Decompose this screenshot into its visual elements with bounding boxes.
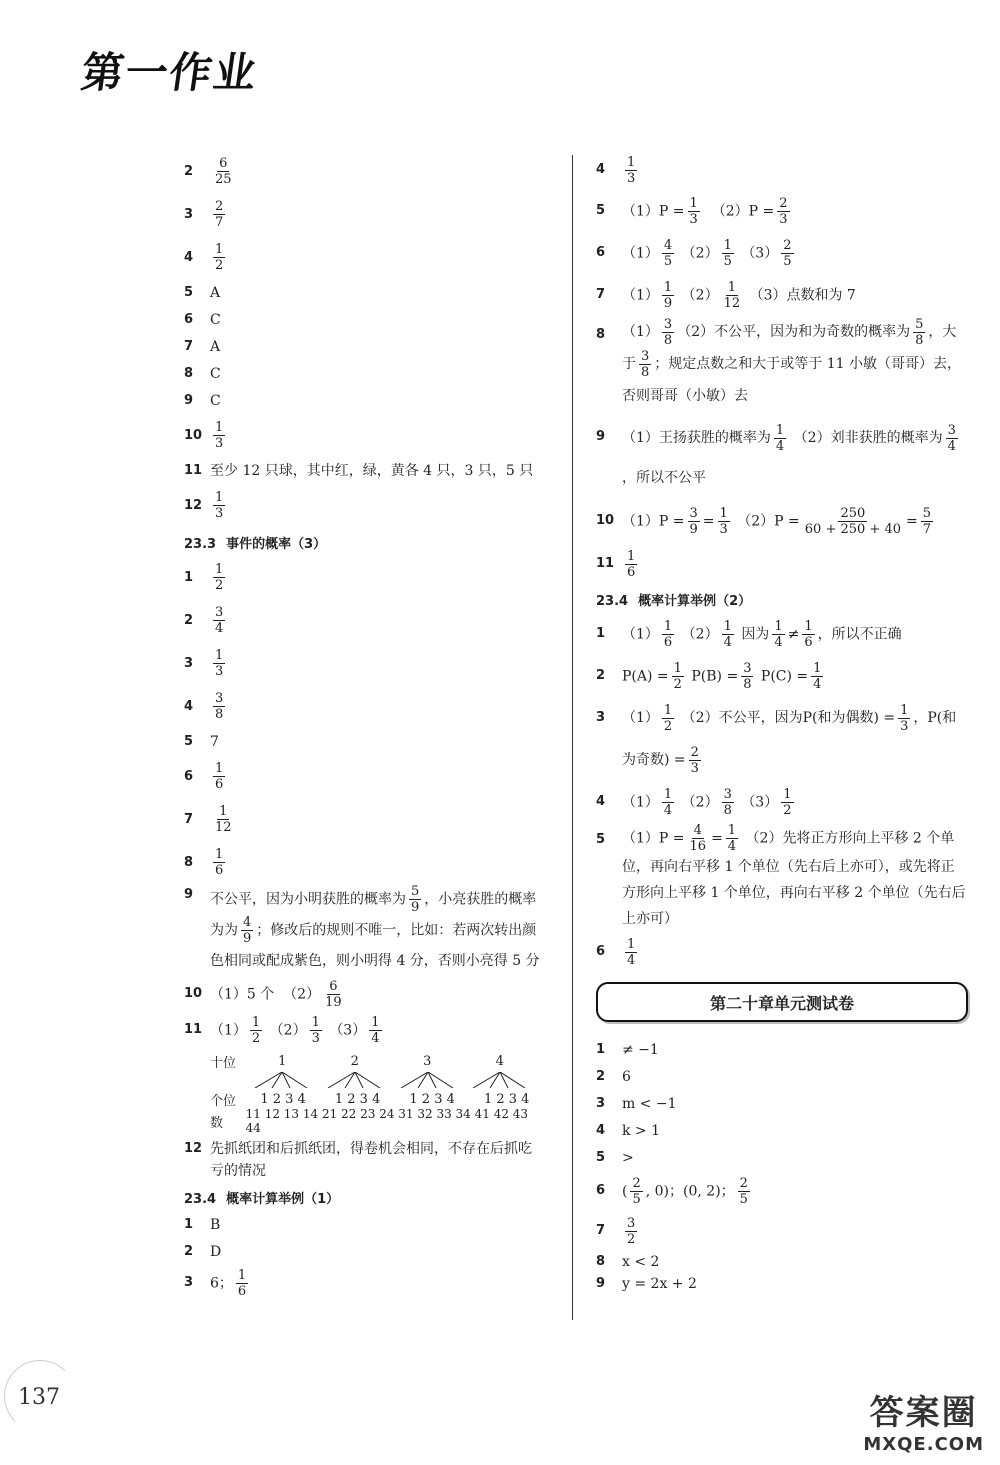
brand-logo: 第一作业 — [78, 48, 262, 97]
answer-item: 9 y = 2x + 2 — [596, 1276, 697, 1292]
answer-item: 6 $\frac{1}{6}$ — [184, 761, 224, 792]
answer-item: 6 （1） $\frac{4}{5}$ （2） $\frac{1}{5}$ （3） $\frac{2}{5}$ — [596, 237, 792, 269]
answer-item: 7 $\frac{1}{12}$ — [184, 804, 232, 835]
answer-item: 2 D — [184, 1243, 222, 1260]
answer-item: 11 （1） $\frac{1}{2}$ （2） $\frac{1}{3}$ （3） $\frac{1}{4}$ — [184, 1014, 380, 1046]
answer-item: 10 $\frac{1}{3}$ — [184, 420, 224, 451]
answer-item: 5 7 — [184, 733, 219, 750]
answer-item: 12 先抓纸团和后抓纸团，得卷机会相同，不存在后抓吃亏的情况 — [184, 1141, 532, 1179]
answer-item: 4 （1） $\frac{1}{4}$ （2） $\frac{3}{8}$ （3） $\frac{1}{2}$ — [596, 786, 792, 818]
answer-item: 7 A — [184, 338, 221, 355]
answer-item: 11 至少 12 只球，其中红，绿，黄各 4 只，3 只，5 只 — [184, 462, 534, 479]
answer-item: 8 C — [184, 365, 221, 382]
answer-item: 12 $\frac{1}{3}$ — [184, 490, 224, 521]
answer-item: 3 6； $\frac{1}{6}$ — [184, 1267, 247, 1299]
unit-test-banner: 第二十章单元测试卷 — [596, 982, 968, 1022]
section-heading: 23.4 概率计算举例（1） — [184, 1192, 340, 1207]
answer-item: 2 6 — [596, 1068, 631, 1085]
tree-diagram: 十位 1 2 3 4 个位 1 2 3 4 1 2 3 4 1 2 3 4 1 2 3 4 数 11 12 13 14 21 22 23 24 31 32 33 34 41 42 43 44 — [210, 1050, 544, 1132]
answer-item: 4 $\frac{1}{3}$ — [596, 154, 636, 186]
left-column — [184, 150, 544, 1301]
answer-item: 5 （1）P = $\frac{4}{16}$ = $\frac{1}{4}$ （2）先将正方形向上平移 2 个单位，再向右平移 1 个单位（先右后上亦可），或先将正方形向上平移 1 个单位，再向右平移 2 个单位（先右后上亦可） — [596, 823, 966, 927]
watermark-site: MXQE.COM — [863, 1434, 984, 1455]
answer-item: 2 $\frac{3}{4}$ — [184, 605, 224, 636]
right-column — [596, 150, 968, 1295]
answer-item: 5 A — [184, 284, 221, 301]
answer-item: 3 m < −1 — [596, 1095, 677, 1112]
answer-item: 1 B — [184, 1216, 221, 1233]
answer-item: 4 k > 1 — [596, 1122, 661, 1139]
section-heading: 23.3 事件的概率（3） — [184, 537, 327, 552]
answer-item: 8 $\frac{1}{6}$ — [184, 847, 224, 878]
answer-item: 6 C — [184, 311, 221, 328]
answer-item: 5 > — [596, 1149, 634, 1166]
answer-item: 3 （1） $\frac{1}{2}$ （2）不公平，因为P(和为偶数) = $\frac{1}{3}$ ，P(和为奇数) = $\frac{2}{3}$ — [596, 702, 957, 776]
answer-item: 3 $\frac{2}{7}$ — [184, 199, 224, 230]
answer-item: 5 （1）P = $\frac{1}{3}$ （2）P = $\frac{2}{3}$ — [596, 195, 788, 227]
answer-item: 10 （1）5 个 （2） $\frac{6}{19}$ — [184, 978, 342, 1010]
answer-item: 9 （1）王扬获胜的概率为 $\frac{1}{4}$ （2）刘非获胜的概率为 $\frac{3}{4}$ ，所以不公平 — [596, 422, 956, 486]
answer-item: 2 $\frac{6}{25}$ — [184, 156, 232, 187]
answer-item: 7 $\frac{3}{2}$ — [596, 1215, 636, 1247]
answer-item: 3 $\frac{1}{3}$ — [184, 648, 224, 679]
answer-item: 9 不公平，因为小明获胜的概率为 $\frac{5}{9}$ ，小亮获胜的概率为为 $\frac{4}{9}$ ；修改后的规则不唯一，比如：若两次转出颜色相同或配成紫色，则小明得 4 分，否则小亮得 5 分 — [184, 884, 540, 969]
answer-item: 1 （1） $\frac{1}{6}$ （2） $\frac{1}{4}$ 因为 $\frac{1}{4}$ ≠ $\frac{1}{6}$ ，所以不正确 — [596, 618, 902, 650]
answer-item: 6 $\frac{1}{4}$ — [596, 936, 636, 968]
answer-item: 8 x < 2 — [596, 1254, 660, 1270]
section-heading: 23.4 概率计算举例（2） — [596, 594, 752, 609]
answer-item: 6 ( $\frac{2}{5}$ , 0)；(0, 2)； $\frac{2}{5}$ — [596, 1175, 748, 1207]
column-divider — [572, 155, 573, 1320]
answer-item: 8 （1） $\frac{3}{8}$ （2）不公平，因为和为奇数的概率为 $\frac{5}{8}$ ，大于 $\frac{3}{8}$ ；规定点数之和大于或等于 11 小敏（哥哥）去，否则哥哥（小敏）去 — [596, 316, 961, 404]
page-number: 137 — [18, 1385, 60, 1410]
answer-item: 4 $\frac{3}{8}$ — [184, 691, 224, 722]
answer-item: 1 $\frac{1}{2}$ — [184, 562, 224, 593]
answer-item: 7 （1） $\frac{1}{9}$ （2） $\frac{1}{12}$ （3）点数和为 7 — [596, 279, 856, 311]
answer-item: 4 $\frac{1}{2}$ — [184, 242, 224, 273]
answer-item: 11 $\frac{1}{6}$ — [596, 548, 636, 580]
tree-branches — [210, 1072, 540, 1088]
watermark — [863, 1385, 984, 1455]
answer-item: 2 P(A) = $\frac{1}{2}$ P(B) = $\frac{3}{8}$ P(C) = $\frac{1}{4}$ — [596, 660, 822, 692]
watermark-logo: 答案圈 — [869, 1393, 978, 1433]
answer-item: 1 ≠ −1 — [596, 1041, 659, 1058]
answer-item: 10 （1）P = $\frac{3}{9}$ = $\frac{1}{3}$ （2）P = $\frac{250}{60 + 250 + 40}$ = $\frac{5}{7}$ — [596, 505, 932, 537]
answer-item: 9 C — [184, 392, 221, 409]
